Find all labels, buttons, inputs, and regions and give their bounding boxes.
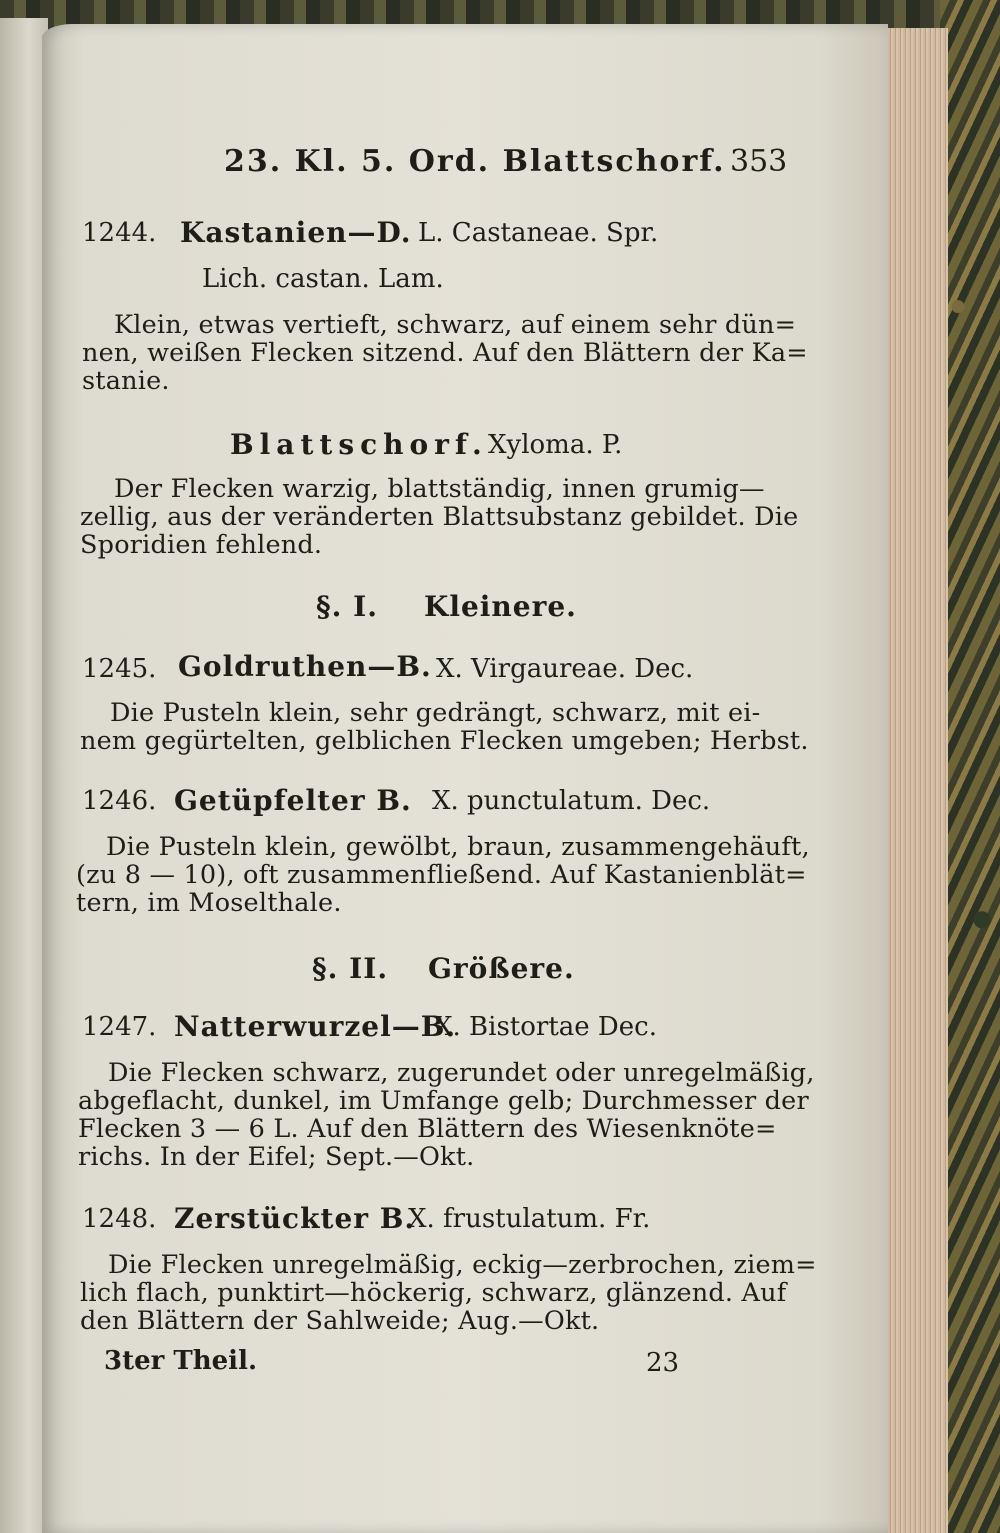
entry-text-line: nem gegürtelten, gelblichen Flecken umgeben; Herbst. — [80, 726, 809, 756]
genus-text-line: zellig, aus der veränderten Blattsubstanz gebildet. Die — [80, 502, 799, 532]
genus-latin: Xyloma. P. — [488, 430, 623, 460]
marbled-cover — [940, 0, 1000, 1533]
left-page-edge — [0, 18, 48, 1533]
section-title: Größere. — [428, 952, 575, 985]
book-page — [42, 24, 888, 1533]
entry-text-line: abgeflacht, dunkel, im Umfange gelb; Durchmesser der — [78, 1086, 809, 1116]
entry-text-line: Die Flecken unregelmäßig, eckig—zerbrochen, ziem= — [108, 1250, 817, 1280]
section-label: §. I. — [316, 590, 378, 623]
page-block-edges — [878, 28, 948, 1533]
genus-text-line: Sporidien fehlend. — [80, 530, 323, 560]
sheet-mark: 23 — [646, 1348, 680, 1378]
entry-name: Kastanien—D. — [180, 216, 412, 249]
entry-number: 1244. — [82, 218, 157, 248]
section-label: §. II. — [312, 952, 389, 985]
entry-name: Getüpfelter B. — [174, 784, 412, 817]
signature-mark: 3ter Theil. — [104, 1346, 257, 1376]
section-title: Kleinere. — [424, 590, 577, 623]
entry-latin: X. punctulatum. Dec. — [432, 786, 711, 816]
entry-synonym: Lich. castan. Lam. — [202, 264, 444, 294]
entry-text-line: Die Pusteln klein, sehr gedrängt, schwarz, mit ei- — [110, 698, 761, 728]
genus-text-line: Der Flecken warzig, blattständig, innen grumig— — [114, 474, 765, 504]
entry-number: 1246. — [82, 786, 157, 816]
entry-number: 1245. — [82, 654, 157, 684]
entry-latin: X. Virgaureae. Dec. — [436, 654, 694, 684]
entry-number: 1247. — [82, 1012, 157, 1042]
page-number: 353 — [730, 144, 788, 179]
entry-text-line: Flecken 3 — 6 L. Auf den Blättern des Wiesenknöte= — [78, 1114, 777, 1144]
entry-latin: L. Castaneae. Spr. — [418, 218, 659, 248]
entry-text-line: (zu 8 — 10), oft zusammenfließend. Auf Kastanienblät= — [76, 860, 807, 890]
entry-text-line: nen, weißen Flecken sitzend. Auf den Blättern der Ka= — [82, 338, 808, 368]
entry-name: Natterwurzel—B. — [174, 1010, 457, 1043]
entry-text-line: Klein, etwas vertieft, schwarz, auf einem sehr dün= — [114, 310, 797, 340]
entry-name: Goldruthen—B. — [178, 650, 432, 683]
entry-text-line: Die Flecken schwarz, zugerundet oder unregelmäßig, — [108, 1058, 815, 1088]
entry-latin: X. Bistortae Dec. — [434, 1012, 657, 1042]
entry-name: Zerstückter B. — [174, 1202, 416, 1235]
entry-text-line: lich flach, punktirt—höckerig, schwarz, glänzend. Auf — [80, 1278, 787, 1308]
entry-text-line: tern, im Moselthale. — [76, 888, 342, 918]
entry-text-line: den Blättern der Sahlweide; Aug.—Okt. — [80, 1306, 600, 1336]
genus-name: Blattschorf. — [230, 428, 488, 461]
running-title: 23. Kl. 5. Ord. Blattschorf. — [224, 144, 726, 179]
entry-number: 1248. — [82, 1204, 157, 1234]
entry-text-line: stanie. — [82, 366, 170, 396]
entry-text-line: Die Pusteln klein, gewölbt, braun, zusammengehäuft, — [106, 832, 810, 862]
entry-text-line: richs. In der Eifel; Sept.—Okt. — [78, 1142, 475, 1172]
entry-latin: X. frustulatum. Fr. — [408, 1204, 651, 1234]
